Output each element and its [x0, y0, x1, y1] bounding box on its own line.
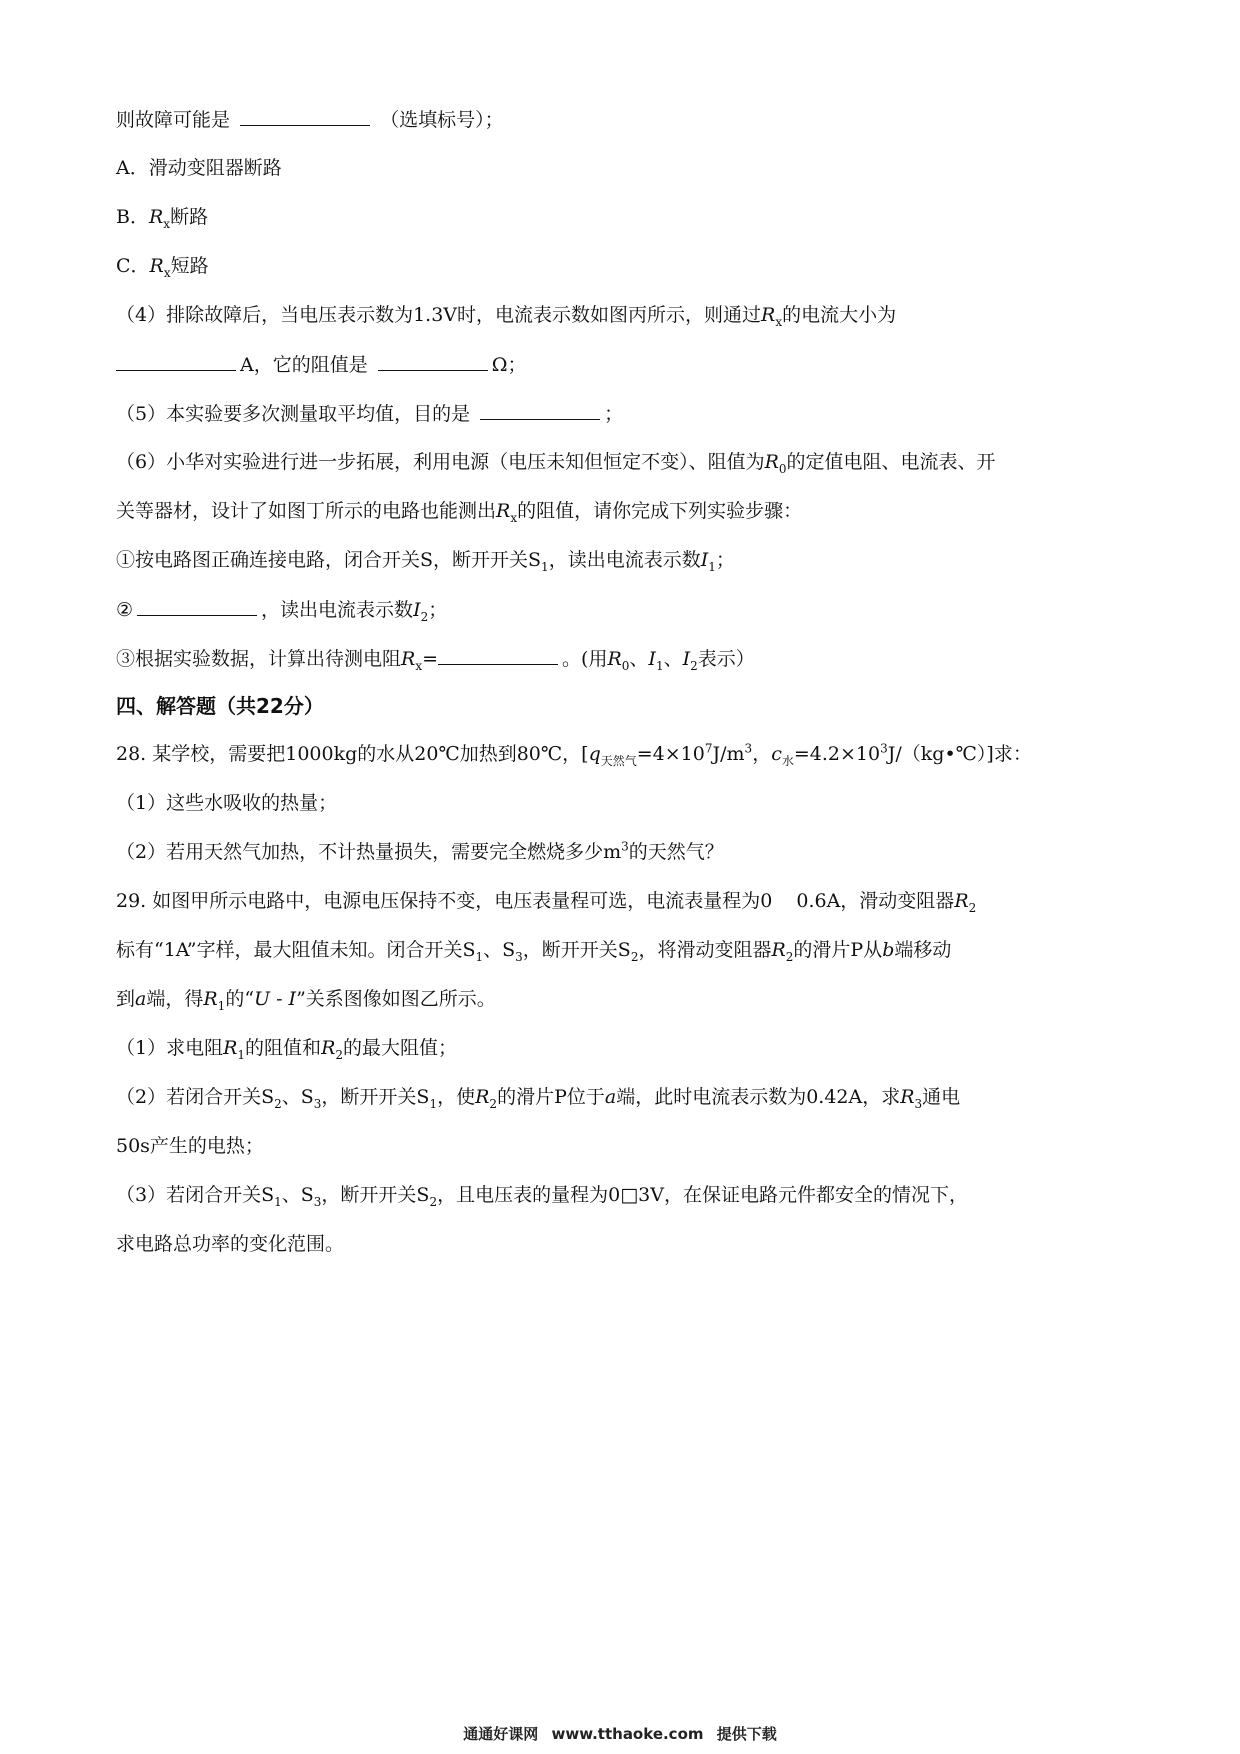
q29-text: 、S: [483, 939, 516, 961]
q5-text: ；: [604, 403, 624, 425]
q29-part2-line1: [116, 1084, 960, 1110]
option-a: [116, 155, 282, 181]
r0-subscript: 0: [778, 461, 787, 476]
i2-subscript: 2: [420, 609, 429, 624]
q29-part1: [116, 1035, 457, 1061]
q29-part1-text: （1）求电阻: [116, 1037, 224, 1059]
q29-text: 0.6A，滑动变阻器: [796, 890, 955, 912]
q29-part3-text: ，且电压表的量程为0: [437, 1184, 621, 1206]
q28-part2: [116, 839, 724, 865]
q29-text: ”关系图像如图乙所示。: [296, 988, 496, 1010]
s-subscript: 1: [274, 1194, 282, 1209]
r2-subscript: 2: [489, 1096, 498, 1111]
i2-symbol: I: [682, 648, 691, 670]
rx-symbol: R: [149, 255, 164, 277]
q-subscript: 天然气: [600, 753, 637, 768]
q28-part2-text: 的天然气？: [628, 841, 724, 863]
r1-subscript: 1: [217, 998, 226, 1013]
footer-site-name: 通通好课网: [463, 1725, 539, 1743]
q29-part3-text: ，断开开关S: [321, 1184, 430, 1206]
step1-text: ①按电路图正确连接电路，闭合开关S，断开开关S: [116, 549, 542, 571]
q6-text: 的阻值，请你完成下列实验步骤：: [517, 500, 803, 522]
q28-part1-text: （1）这些水吸收的热量；: [116, 792, 338, 814]
fault-prompt-suffix: （选填标号）；: [380, 109, 504, 131]
q29-part3-text: 3V，在保证电路元件都安全的情况下，: [638, 1184, 968, 1206]
step3-text: =: [422, 648, 439, 670]
q4-text: （4）排除故障后，当电压表示数为1.3V时，电流表示数如图丙所示，则通过: [116, 304, 762, 326]
q28-text: J/（kg•℃）]求：: [887, 743, 1032, 765]
q4-line2: [116, 351, 527, 378]
q6-text: 关等器材，设计了如图丁所示的电路也能测出: [116, 500, 497, 522]
i2-subscript: 2: [690, 658, 698, 673]
current-answer-blank[interactable]: [116, 351, 236, 371]
section-title: 四、解答题（共22分）: [116, 694, 324, 718]
i2-symbol: I: [413, 599, 421, 621]
r2-subscript: 2: [335, 1047, 344, 1062]
q29-part1-text: 的最大阻值；: [343, 1037, 458, 1059]
option-b-text: 断路: [170, 206, 209, 228]
q28-text: J/m: [712, 743, 745, 765]
r1-symbol: R: [203, 988, 218, 1010]
i1-symbol: I: [648, 648, 656, 670]
q29-text: 到: [116, 988, 136, 1010]
rx-subscript: x: [163, 216, 171, 231]
rx-subscript: x: [510, 510, 518, 525]
missing-glyph-box: □: [620, 1184, 639, 1206]
q4-line1: [116, 302, 896, 328]
step2-answer-blank[interactable]: [137, 596, 257, 616]
rx-symbol: R: [761, 304, 776, 326]
q4-text: Ω；: [491, 354, 527, 376]
step2-text: ②: [116, 599, 134, 621]
option-c: [116, 253, 209, 279]
q29-part3-text: （3）若闭合开关S: [116, 1184, 275, 1206]
exponent: 3: [880, 741, 888, 756]
q6-step1: [116, 547, 735, 573]
resistance-answer-blank[interactable]: [378, 351, 488, 371]
q28-text: ，: [752, 743, 772, 765]
q29-text: 标有“1A”字样，最大阻值未知。闭合开关S: [116, 939, 476, 961]
i1-symbol: I: [700, 549, 709, 571]
option-c-letter: C．: [116, 255, 150, 277]
q29-text: 的滑片P从: [793, 939, 883, 961]
fault-answer-blank[interactable]: [240, 106, 370, 126]
step3-text: 、: [629, 648, 649, 670]
a-symbol: a: [604, 1086, 617, 1108]
r2-symbol: R: [475, 1086, 490, 1108]
rx-subscript: x: [163, 265, 171, 280]
q29-text: 的“: [225, 988, 255, 1010]
b-symbol: b: [882, 939, 895, 961]
s-subscript: 1: [429, 1096, 438, 1111]
q29-part3-text: 求电路总功率的变化范围。: [116, 1233, 345, 1255]
q29-part2-text: ，使: [437, 1086, 476, 1108]
q29-part1-text: 的阻值和: [245, 1037, 322, 1059]
c-symbol: c: [771, 743, 782, 765]
step3-text: ③根据实验数据，计算出待测电阻: [116, 648, 402, 670]
q29-part2-text: 通电: [922, 1086, 961, 1108]
i1-subscript: 1: [655, 658, 664, 673]
rx-symbol: R: [401, 648, 416, 670]
exponent: 3: [744, 741, 753, 756]
exponent: 3: [621, 839, 629, 854]
q29-stem-line2: [116, 937, 951, 963]
q29-part3-line1: [116, 1182, 968, 1208]
r0-symbol: R: [607, 648, 622, 670]
q28-part2-text: （2）若用天然气加热，不计热量损失，需要完全燃烧多少m: [116, 841, 622, 863]
r2-subscript: 2: [785, 949, 794, 964]
q6-text: （6）小华对实验进行进一步拓展，利用电源（电压未知但恒定不变）、阻值为: [116, 451, 765, 473]
r2-symbol: R: [954, 890, 969, 912]
q5-line: [116, 400, 623, 427]
q6-step2: [116, 596, 447, 623]
i1-subscript: 1: [708, 559, 716, 574]
q28-stem: [116, 741, 1032, 767]
step1-text: ；: [715, 549, 735, 571]
q5-text: （5）本实验要多次测量取平均值，目的是: [116, 403, 471, 425]
s-subscript: 2: [274, 1096, 282, 1111]
s-subscript: 3: [313, 1194, 322, 1209]
q4-text: A，它的阻值是: [240, 354, 368, 376]
q29-part2-text: 的滑片P位于: [497, 1086, 605, 1108]
step2-text: ，读出电流表示数: [261, 599, 414, 621]
s-subscript: 2: [429, 1194, 438, 1209]
r1-symbol: R: [223, 1037, 238, 1059]
s-subscript: 2: [630, 949, 639, 964]
rx-subscript: x: [775, 314, 783, 329]
c-subscript: 水: [781, 753, 794, 768]
option-a-text: A．滑动变阻器断路: [116, 157, 282, 179]
fault-prompt: 则故障可能是: [116, 109, 231, 131]
option-b-letter: B．: [116, 206, 149, 228]
footer-tail: 提供下载: [716, 1725, 777, 1743]
step3-text: 表示）: [697, 648, 755, 670]
q29-part2-text: 、S: [281, 1086, 314, 1108]
q29-part2-line2: [116, 1133, 264, 1159]
purpose-answer-blank[interactable]: [480, 400, 600, 420]
q28-text: =4.2×10: [793, 743, 881, 765]
q29-part3-line2: [116, 1231, 344, 1257]
r1-subscript: 1: [237, 1047, 246, 1062]
a-symbol: a: [135, 988, 147, 1010]
q29-stem-line3: [116, 986, 496, 1012]
fault-question: [116, 106, 504, 133]
r3-subscript: 3: [914, 1096, 923, 1111]
footer-url[interactable]: www.tthaoke.com: [551, 1725, 704, 1743]
q28-part1: [116, 790, 337, 816]
q29-text: ，断开开关S: [522, 939, 631, 961]
q29-stem-line1: [116, 888, 976, 914]
q29-text: ，将滑动变阻器: [638, 939, 772, 961]
s-subscript: 3: [515, 949, 523, 964]
q4-text: 的电流大小为: [782, 304, 897, 326]
rx-symbol: R: [148, 206, 164, 228]
r2-symbol: R: [771, 939, 786, 961]
q6-text: 的定值电阻、电流表、开: [786, 451, 996, 473]
q29-part3-text: 、S: [281, 1184, 314, 1206]
ui-symbol: U - I: [254, 988, 297, 1010]
step2-text: ；: [428, 599, 448, 621]
q6-line1: [116, 449, 996, 475]
q28-text: =4×10: [636, 743, 705, 765]
q28-text: 28. 某学校，需要把1000kg的水从20℃加热到80℃，[: [116, 743, 589, 765]
q29-part2-text: ，断开开关S: [321, 1086, 430, 1108]
rx-formula-answer-blank[interactable]: [438, 645, 558, 665]
option-c-text: 短路: [170, 255, 209, 277]
s-subscript: 1: [475, 949, 484, 964]
s1-subscript: 1: [541, 559, 549, 574]
q6-step3: [116, 645, 755, 672]
q29-text: 29. 如图甲所示电路中，电源电压保持不变，电压表量程可选，电流表量程为0: [116, 890, 773, 912]
r0-subscript: 0: [621, 658, 630, 673]
step1-text: ，读出电流表示数: [548, 549, 701, 571]
q-symbol: q: [588, 743, 601, 765]
r3-symbol: R: [900, 1086, 915, 1108]
q29-text: 端移动: [894, 939, 952, 961]
exponent: 7: [704, 741, 713, 756]
page-footer: [0, 1723, 1240, 1744]
q29-part2-text: （2）若闭合开关S: [116, 1086, 275, 1108]
r0-symbol: R: [764, 451, 779, 473]
q29-part2-text: 端，此时电流表示数为0.42A，求: [616, 1086, 901, 1108]
q29-part2-text: 50s产生的电热；: [116, 1135, 264, 1157]
s-subscript: 3: [313, 1096, 322, 1111]
q29-text: 端，得: [146, 988, 204, 1010]
step3-text: 。(用: [562, 648, 608, 670]
rx-symbol: R: [496, 500, 511, 522]
q6-line2: [116, 498, 802, 524]
r2-symbol: R: [321, 1037, 336, 1059]
step3-text: 、: [663, 648, 683, 670]
option-b: [116, 204, 208, 230]
rx-subscript: x: [415, 658, 423, 673]
r2-subscript: 2: [968, 900, 977, 915]
